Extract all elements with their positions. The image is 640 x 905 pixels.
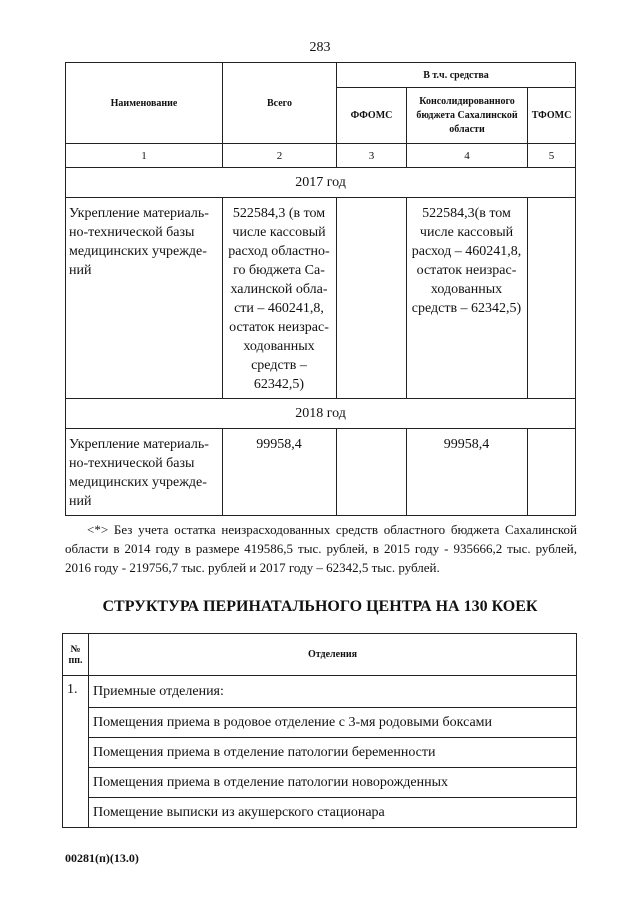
- group-num: 1.: [63, 676, 89, 828]
- year-2017: 2017 год: [66, 168, 576, 198]
- row-2017-tfoms: [528, 198, 576, 399]
- page-number: 283: [309, 40, 331, 55]
- col-number: 1: [66, 144, 223, 168]
- row-2018-name: Укрепление материаль-но-технической базы медицинских учрежде-ний: [66, 429, 223, 516]
- section-title: СТРУКТУРА ПЕРИНАТАЛЬНОГО ЦЕНТРА НА 130 КОЕК: [102, 598, 538, 615]
- group-title: Приемные отделения:: [89, 676, 577, 708]
- row-2018-consolidated: 99958,4: [407, 429, 528, 516]
- header-ffoms: ФФОМС: [337, 88, 407, 144]
- row-2017-consolidated: 522584,3(в том числе кассовый расход – 460241,8, остаток неизрас-ходованных средств – 62342,5): [407, 198, 528, 399]
- structure-table: [62, 633, 577, 828]
- row-2018-tfoms: [528, 429, 576, 516]
- document-code: 00281(п)(13.0): [65, 851, 139, 865]
- row-2017-ffoms: [337, 198, 407, 399]
- col-number: 4: [407, 144, 528, 168]
- financing-table: [65, 62, 576, 516]
- list-item: Помещение выписки из акушерского стационара: [89, 798, 577, 828]
- row-2018-ffoms: [337, 429, 407, 516]
- row-2017-name: Укрепление материаль-но-технической базы медицинских учрежде-ний: [66, 198, 223, 399]
- list-item: Помещения приема в отделение патологии беременности: [89, 738, 577, 768]
- col-number: 3: [337, 144, 407, 168]
- row-2018-total: 99958,4: [223, 429, 337, 516]
- header-total: Всего: [223, 63, 337, 144]
- header-tfoms: ТФОМС: [528, 88, 576, 144]
- header-including: В т.ч. средства: [337, 63, 576, 88]
- list-item: Помещения приема в отделение патологии новорожденных: [89, 768, 577, 798]
- row-2017-total: 522584,3 (в том числе кассовый расход областно-го бюджета Са-халинской обла-сти – 460241,8, остаток неизрас-ходованных средств – 62342,5): [223, 198, 337, 399]
- header-consolidated: Консолидированного бюджета Сахалинской области: [407, 88, 528, 144]
- footnote: <*> Без учета остатка неизрасходованных средств областного бюджета Сахалинской области в 2014 году в размере 419586,5 тыс. рублей, в 2015 году - 935666,2 тыс. рублей, 2016 году - 219756,7 тыс. рублей и 2017 году – 62342,5 тыс. рублей.: [65, 522, 577, 575]
- year-2018: 2018 год: [66, 399, 576, 429]
- col-number: 2: [223, 144, 337, 168]
- header-name: Наименование: [66, 63, 223, 144]
- col-number: 5: [528, 144, 576, 168]
- header-departments: Отделения: [89, 634, 577, 676]
- header-num: № пп.: [63, 634, 89, 676]
- list-item: Помещения приема в родовое отделение с 3-мя родовыми боксами: [89, 708, 577, 738]
